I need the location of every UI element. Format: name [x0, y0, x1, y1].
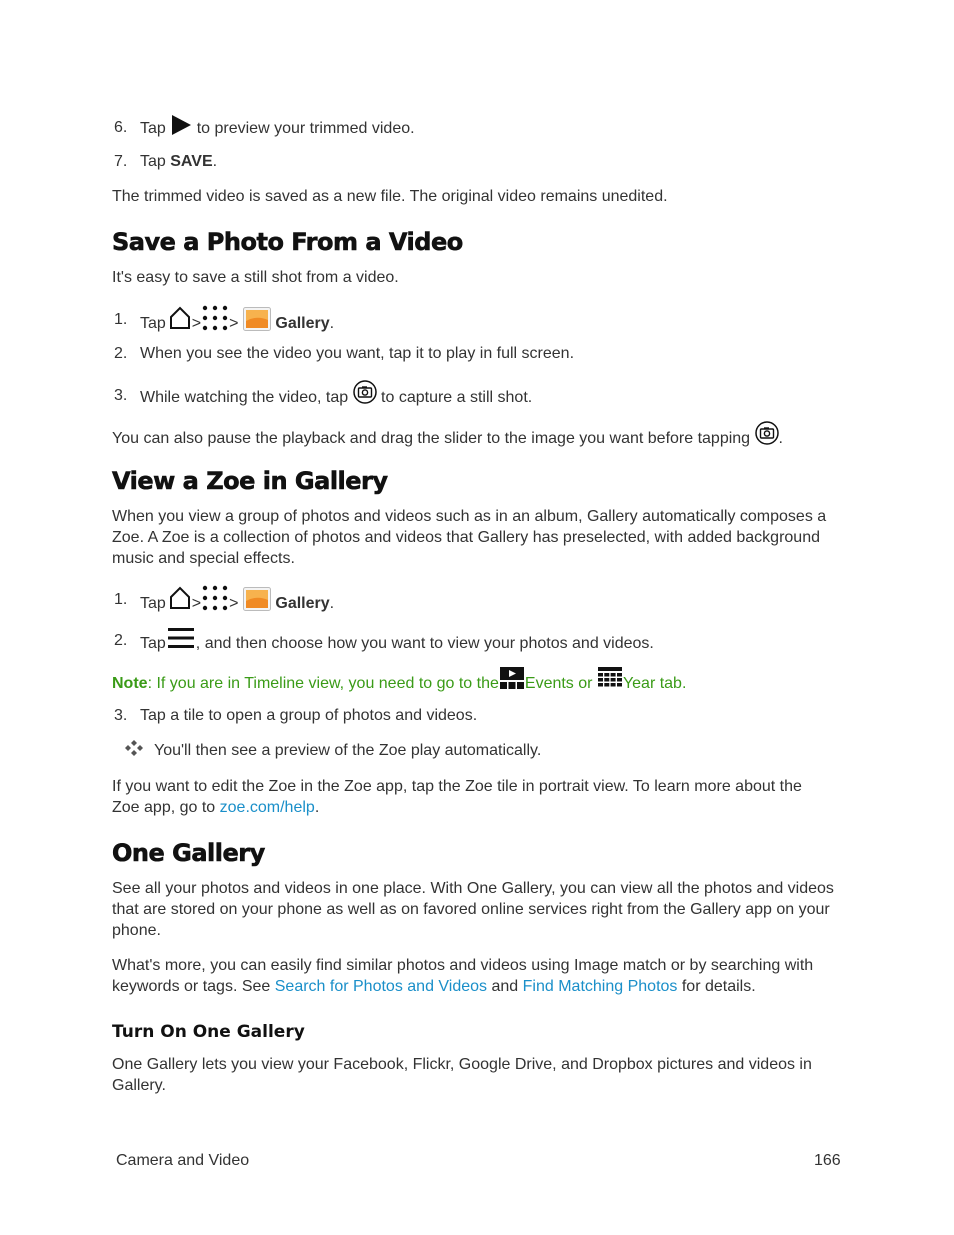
note-label: Note [112, 675, 148, 693]
heading-view-zoe: View a Zoe in Gallery [112, 467, 388, 495]
heading-turn-on-one-gallery: Turn On One Gallery [112, 1022, 305, 1042]
step-open-gallery: Tap > > Gallery. [140, 310, 334, 338]
search-photos-link[interactable]: Search for Photos and Videos [274, 978, 488, 995]
heading-one-gallery: One Gallery [112, 839, 265, 867]
step-number: 3. [114, 707, 128, 724]
camera-icon [353, 380, 377, 404]
timeline-note: Note: If you are in Timeline view, you need to go to the Events or Year tab. [112, 672, 686, 696]
step-number: 7. [114, 153, 128, 170]
one-gallery-intro: See all your photos and videos in one place. With One Gallery, you can view all the photos and videos that are stored on your phone as well as on favored online services right from the Gallery app on your phone. [112, 880, 834, 939]
heading-save-photo: Save a Photo From a Video [112, 228, 463, 256]
footer-page-number: 166 [814, 1152, 841, 1169]
pause-tip-text: You can also pause the playback and drag the slider to the image you want before tapping . [112, 427, 783, 451]
step-number: 1. [114, 311, 128, 328]
find-matching-link[interactable]: Find Matching Photos [522, 978, 678, 995]
home-icon [168, 585, 192, 611]
one-gallery-more: What's more, you can easily find similar photos and videos using Image match or by searching with keywords or tags. See Search for Photos and Videos and Find Matching Photos for details. [112, 957, 814, 995]
step-open-gallery-zoe: Tap > > Gallery. [140, 590, 334, 618]
save-intro-text: It's easy to save a still shot from a video. [112, 269, 399, 286]
events-icon [499, 666, 525, 690]
apps-icon [201, 304, 229, 332]
step-open-tile: Tap a tile to open a group of photos and videos. [140, 707, 478, 724]
zoe-intro-text: When you view a group of photos and videos such as in an album, Gallery automatically composes a Zoe. A Zoe is a collection of photos and videos that Gallery has preselected, with added background music and special effects. [112, 508, 827, 567]
camera-icon [755, 421, 779, 445]
step-number: 2. [114, 632, 128, 649]
step-number: 3. [114, 387, 128, 404]
step-trim-save: Tap SAVE. [140, 153, 218, 170]
trim-result-text: The trimmed video is saved as a new file. The original video remains unedited. [112, 188, 668, 205]
step-number: 6. [114, 119, 128, 136]
step-number: 2. [114, 345, 128, 362]
save-label: SAVE [170, 153, 213, 170]
turn-on-text: One Gallery lets you view your Facebook, Flickr, Google Drive, and Dropbox pictures and videos in Gallery. [112, 1056, 812, 1094]
gallery-icon [243, 307, 271, 331]
play-icon [170, 114, 192, 136]
menu-icon [166, 625, 196, 651]
zoe-edit-text: If you want to edit the Zoe in the Zoe app, tap the Zoe tile in portrait view. To learn more about the Zoe app, go to zoe.com/help. [112, 778, 802, 816]
zoe-help-link[interactable]: zoe.com/help [219, 799, 315, 816]
bullet-preview-text: You'll then see a preview of the Zoe play automatically. [154, 742, 542, 759]
gallery-icon [243, 587, 271, 611]
step-choose-view: Tap , and then choose how you want to view your photos and videos. [140, 631, 654, 657]
year-icon [597, 666, 623, 690]
bullet-icon [125, 740, 143, 756]
step-capture-still: While watching the video, tap to capture a still shot. [140, 386, 532, 410]
step-play-video: When you see the video you want, tap it to play in full screen. [140, 345, 575, 362]
step-trim-preview: Tap to preview your trimmed video. [140, 118, 415, 140]
home-icon [168, 305, 192, 331]
apps-icon [201, 584, 229, 612]
footer-section: Camera and Video [116, 1152, 250, 1169]
step-number: 1. [114, 591, 128, 608]
